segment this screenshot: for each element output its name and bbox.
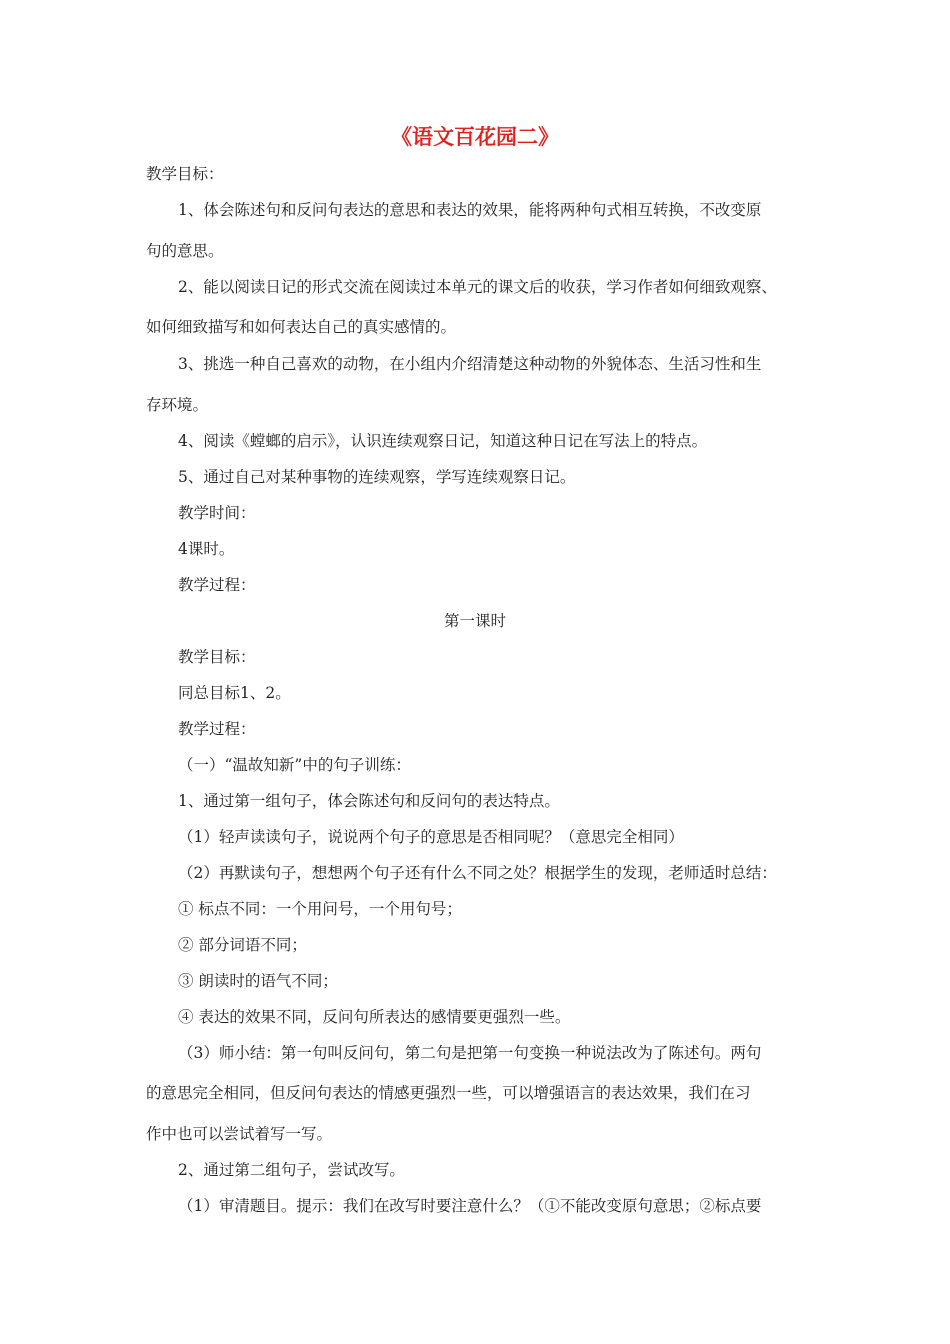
text-line: （1）轻声读读句子，说说两个句子的意思是否相同呢？（意思完全相同） — [178, 828, 684, 846]
text-line: 如何细致描写和如何表达自己的真实感情的。 — [146, 318, 457, 336]
text-line: 同总目标1、2。 — [178, 684, 291, 702]
text-line: 的意思完全相同，但反问句表达的情感更强烈一些，可以增强语言的表达效果，我们在习 — [146, 1084, 751, 1102]
text-line: （1）审清题目。提示：我们在改写时要注意什么？（①不能改变原句意思；②标点要 — [178, 1197, 762, 1215]
text-line: 1、通过第一组句子，体会陈述句和反问句的表达特点。 — [178, 792, 560, 810]
text-line: 1、体会陈述句和反问句表达的意思和表达的效果，能将两种句式相互转换，不改变原 — [178, 201, 762, 219]
text-line: 4、阅读《螳螂的启示》，认识连续观察日记，知道这种日记在写法上的特点。 — [178, 432, 708, 450]
text-line: 教学目标： — [178, 648, 256, 666]
text-line: 教学时间： — [178, 504, 256, 522]
document-title: 《语文百花园二》 — [391, 124, 559, 149]
text-line: 作中也可以尝试着写一写。 — [146, 1125, 333, 1143]
text-line: （2）再默读句子，想想两个句子还有什么不同之处？根据学生的发现，老师适时总结： — [178, 864, 777, 882]
section-heading: 第一课时 — [443, 612, 506, 630]
text-line: 4课时。 — [178, 540, 235, 558]
text-line: ③ 朗读时的语气不同； — [178, 972, 338, 990]
text-line: 2、通过第二组句子，尝试改写。 — [178, 1161, 405, 1179]
text-line: 存环境。 — [146, 396, 209, 414]
text-line: 2、能以阅读日记的形式交流在阅读过本单元的课文后的收获，学习作者如何细致观察、 — [178, 278, 777, 296]
text-line: ① 标点不同：一个用问号，一个用句号； — [178, 900, 462, 918]
text-line: 教学过程： — [178, 576, 256, 594]
text-line: ④ 表达的效果不同，反问句所表达的感情要更强烈一些。 — [178, 1008, 571, 1026]
text-line: 句的意思。 — [146, 242, 224, 260]
text-line: （3）师小结：第一句叫反问句，第二句是把第一句变换一种说法改为了陈述句。两句 — [178, 1044, 762, 1062]
text-line: 3、挑选一种自己喜欢的动物，在小组内介绍清楚这种动物的外貌体态、生活习性和生 — [178, 355, 762, 373]
text-line: ② 部分词语不同； — [178, 936, 307, 954]
text-line: 教学过程： — [178, 720, 256, 738]
text-line: （一）“温故知新”中的句子训练： — [178, 756, 411, 774]
text-line: 5、通过自己对某种事物的连续观察，学写连续观察日记。 — [178, 468, 576, 486]
text-line: 教学目标： — [146, 165, 224, 183]
